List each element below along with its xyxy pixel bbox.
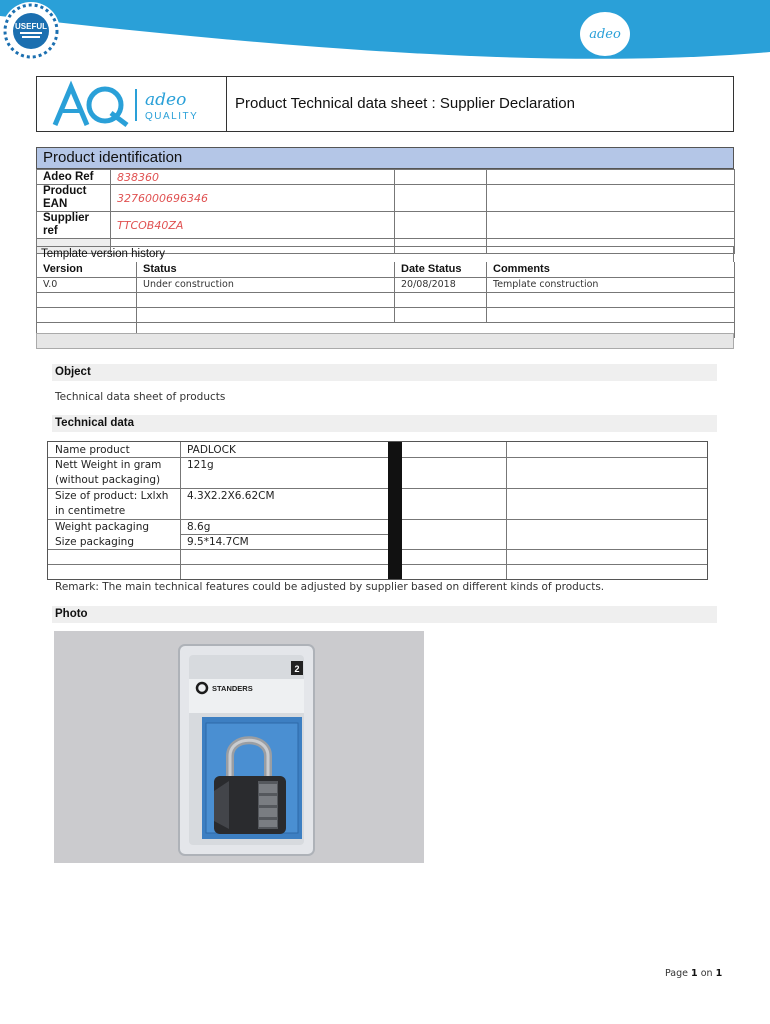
title-box [36,76,734,132]
version-history-footer-bar [36,333,734,349]
comments-header: Comments [487,262,735,277]
weight-packaging-label: Weight packaging [55,521,150,533]
total-pages: 1 [715,968,723,979]
nett-weight-label-line2: (without packaging) [55,474,161,486]
of-word: on [700,968,713,979]
status-header: Status [137,262,395,277]
page-word: Page [665,968,688,979]
table-row [37,212,735,239]
size-product-label-line2: in centimetre [55,505,126,517]
product-photo [54,631,424,863]
date-status-value: 20/08/2018 [395,277,487,292]
adeo-ref-value: 838360 [111,170,395,185]
size-product-label-line1: Size of product: Lxlxh [55,490,169,502]
photo-heading: Photo [52,606,717,623]
supplier-ref-label: Supplier ref [37,212,111,239]
supplier-ref-value: TTCOB40ZA [111,212,395,239]
date-status-header: Date Status [395,262,487,277]
current-page: 1 [691,968,698,979]
document-title: Product Technical data sheet : Supplier Declaration [235,95,575,112]
logo-sub: QUALITY [145,111,199,122]
weight-packaging-value: 8.6g [187,521,211,533]
table-row [37,307,735,322]
size-product-value: 4.3X2.2X6.62CM [187,490,275,502]
padlock-package-image [54,631,424,863]
size-packaging-label: Size packaging [55,536,134,548]
product-ean-label: Product EAN [37,185,111,212]
table-row [37,170,735,185]
svg-text:2: 2 [294,664,300,674]
adeo-ref-label: Adeo Ref [37,170,111,185]
product-identification-table [36,169,735,254]
object-heading: Object [52,364,717,381]
adeo-badge: adeo [580,12,630,56]
version-header: Version [37,262,137,277]
technical-data-table [47,441,708,580]
name-product-value: PADLOCK [187,444,236,456]
table-row [37,185,735,212]
table-row [37,277,735,292]
package-brand: STANDERS [212,684,253,693]
black-separator [388,442,402,579]
name-product-label: Name product [55,444,130,456]
comments-value: Template construction [487,277,735,292]
status-value: Under construction [137,277,395,292]
version-history-table [36,262,735,338]
header-band [0,0,770,70]
table-row [37,292,735,307]
useful-badge-text: USEFUL [15,22,47,31]
template-version-history-title: Template version history [36,246,734,262]
technical-data-heading: Technical data [52,415,717,432]
remark-text: Remark: The main technical features could be adjusted by supplier based on different kinds of products. [55,581,605,593]
nett-weight-value: 121g [187,459,214,471]
size-packaging-value: 9.5*14.7CM [187,536,249,548]
table-header-row [37,262,735,277]
adeo-quality-logo [37,77,227,131]
product-identification-heading: Product identification [36,147,734,169]
nett-weight-label-line1: Nett Weight in gram [55,459,162,471]
page-number [665,968,722,979]
version-value: V.0 [37,277,137,292]
useful-badge-icon [0,0,62,62]
product-ean-value: 3276000696346 [111,185,395,212]
product-identification [36,147,734,254]
logo-brand: adeo [145,90,187,110]
template-version-history [36,246,734,338]
object-text: Technical data sheet of products [55,391,226,403]
